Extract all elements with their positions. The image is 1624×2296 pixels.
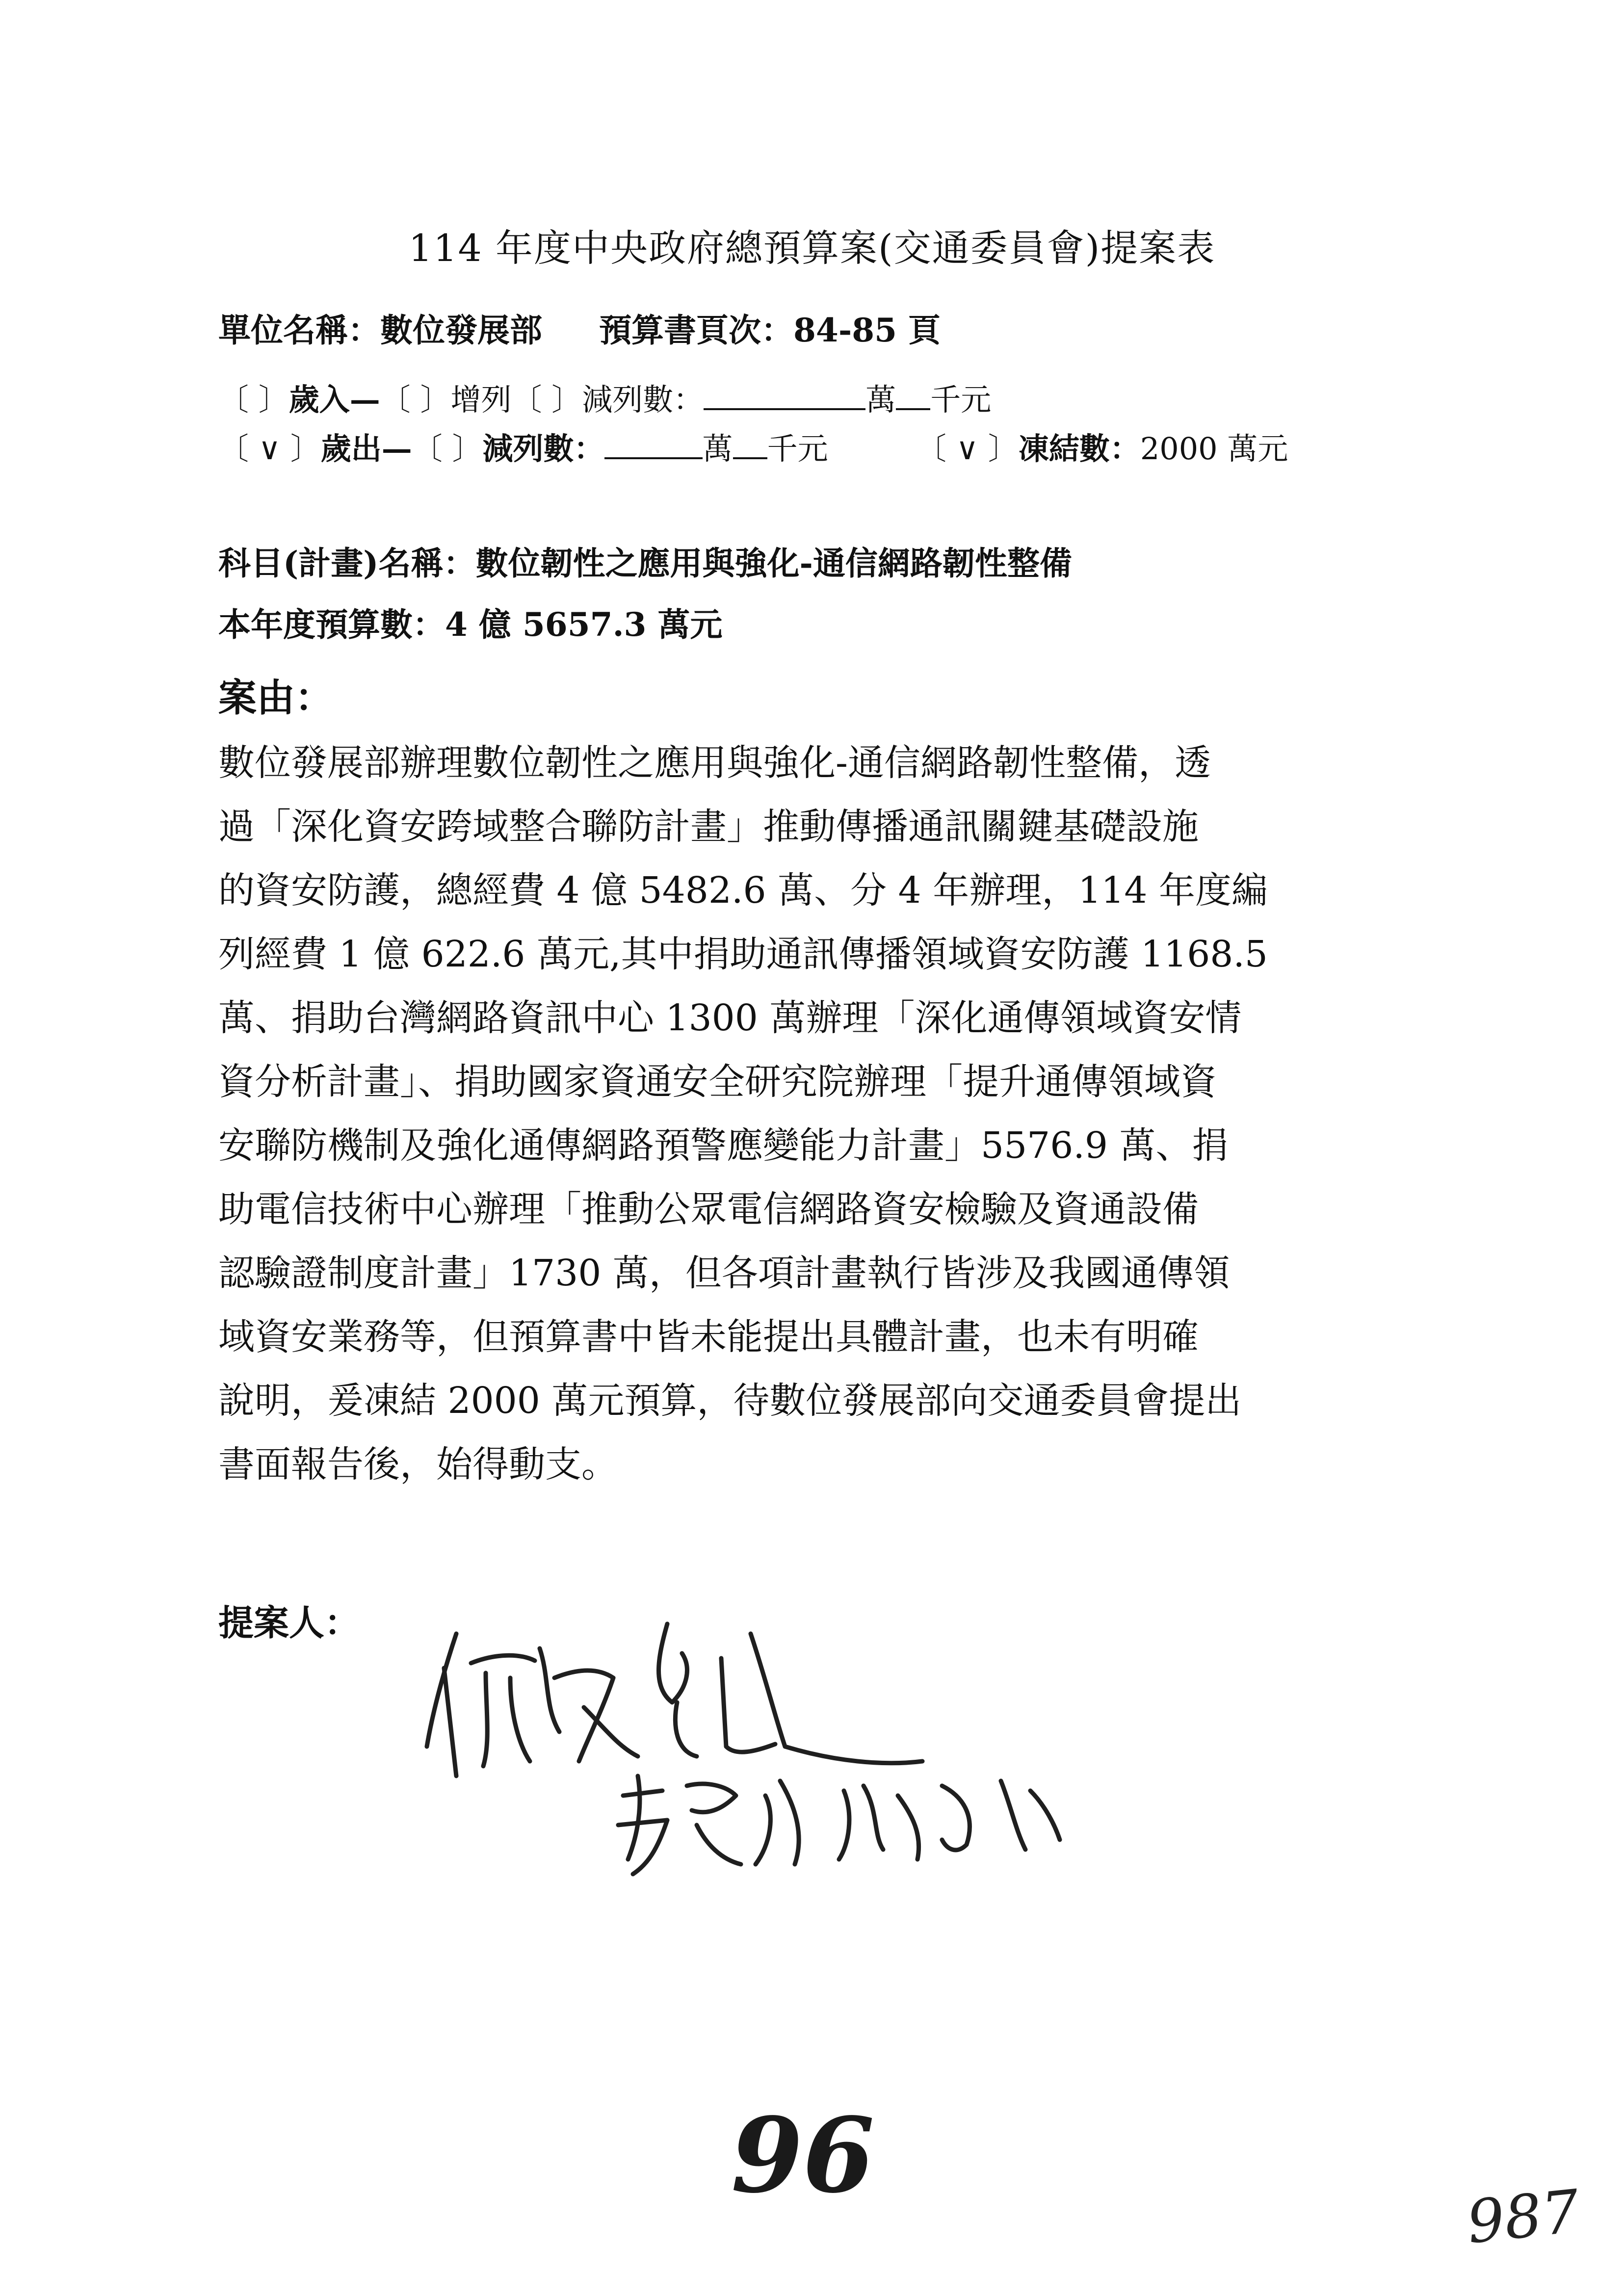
exp-reduce-checkbox: 〔 〕 [412,431,483,467]
reason-line: 萬、捐助台灣網路資訊中心 1300 萬辦理「深化通傳領域資安情 [218,997,1242,1039]
exp-reduce-label: 減列數： [482,431,604,467]
freeze-value: 2000 萬元 [1140,431,1288,467]
unit-name: 單位名稱：數位發展部 [218,311,542,349]
budget-pages: 預算書頁次：84-85 頁 [599,311,941,349]
reason-line: 書面報告後，始得動支。 [218,1443,618,1486]
wan-unit: 萬 [865,382,896,417]
reason-line: 的資安防護，總經費 4 億 5482.6 萬、分 4 年辦理，114 年度編 [218,869,1268,912]
reason-line: 安聯防機制及強化通傳網路預警應變能力計畫」5576.9 萬、捐 [218,1124,1229,1167]
increase-label: 增列 [450,382,512,417]
expenditure-label: 歲出— [320,431,412,467]
reason-line: 資分析計畫」、捐助國家資通安全研究院辦理「提升通傳領域資 [218,1061,1217,1103]
expenditure-checkbox: 〔 ∨ 〕 [218,431,321,467]
signature-3 [839,1781,1060,1859]
reason-line: 助電信技術中心辦理「推動公眾電信網路資安檢驗及資通設備 [218,1188,1199,1230]
reason-line: 數位發展部辦理數位韌性之應用與強化-通信網路韌性整備，透 [218,742,1211,784]
reason-line: 說明，爰凍結 2000 萬元預算，待數位發展部向交通委員會提出 [218,1380,1242,1422]
annual-budget: 本年度預算數：4 億 5657.3 萬元 [218,605,723,644]
freeze-checkbox: 〔 ∨ 〕 [916,431,1019,467]
exp-qian-unit: 千元 [767,431,828,467]
signature-1 [427,1624,922,1776]
reason-line: 認驗證制度計畫」1730 萬，但各項計畫執行皆涉及我國通傳領 [218,1252,1230,1294]
corner-number: 987 [1464,2177,1583,2257]
reason-line: 過「深化資安跨域整合聯防計畫」推動傳播通訊關鍵基礎設施 [218,806,1199,848]
revenue-label: 歲入— [288,382,380,417]
signature-2 [618,1776,799,1874]
freeze-label: 凍結數： [1018,431,1140,467]
revenue-checkbox: 〔 〕 [218,382,289,417]
handwritten-page-number: 96 [731,2095,875,2216]
subject-name: 科目(計畫)名稱：數位韌性之應用與強化-通信網路韌性整備 [218,544,1072,582]
reduce-label: 減列數： [582,382,704,417]
qian-unit: 千元 [930,382,992,417]
reason-label: 案由： [218,676,334,720]
proposer-label: 提案人： [218,1602,360,1644]
page-title: 114 年度中央政府總預算案(交通委員會)提案表 [408,226,1216,270]
exp-wan-unit: 萬 [702,431,733,467]
reason-line: 域資安業務等，但預算書中皆未能提出具體計畫，也未有明確 [218,1316,1199,1358]
increase-checkbox: 〔 〕 [380,382,451,417]
reduce-checkbox: 〔 〕 [511,382,582,417]
reason-line: 列經費 1 億 622.6 萬元,其中捐助通訊傳播領域資安防護 1168.5 [218,933,1268,975]
